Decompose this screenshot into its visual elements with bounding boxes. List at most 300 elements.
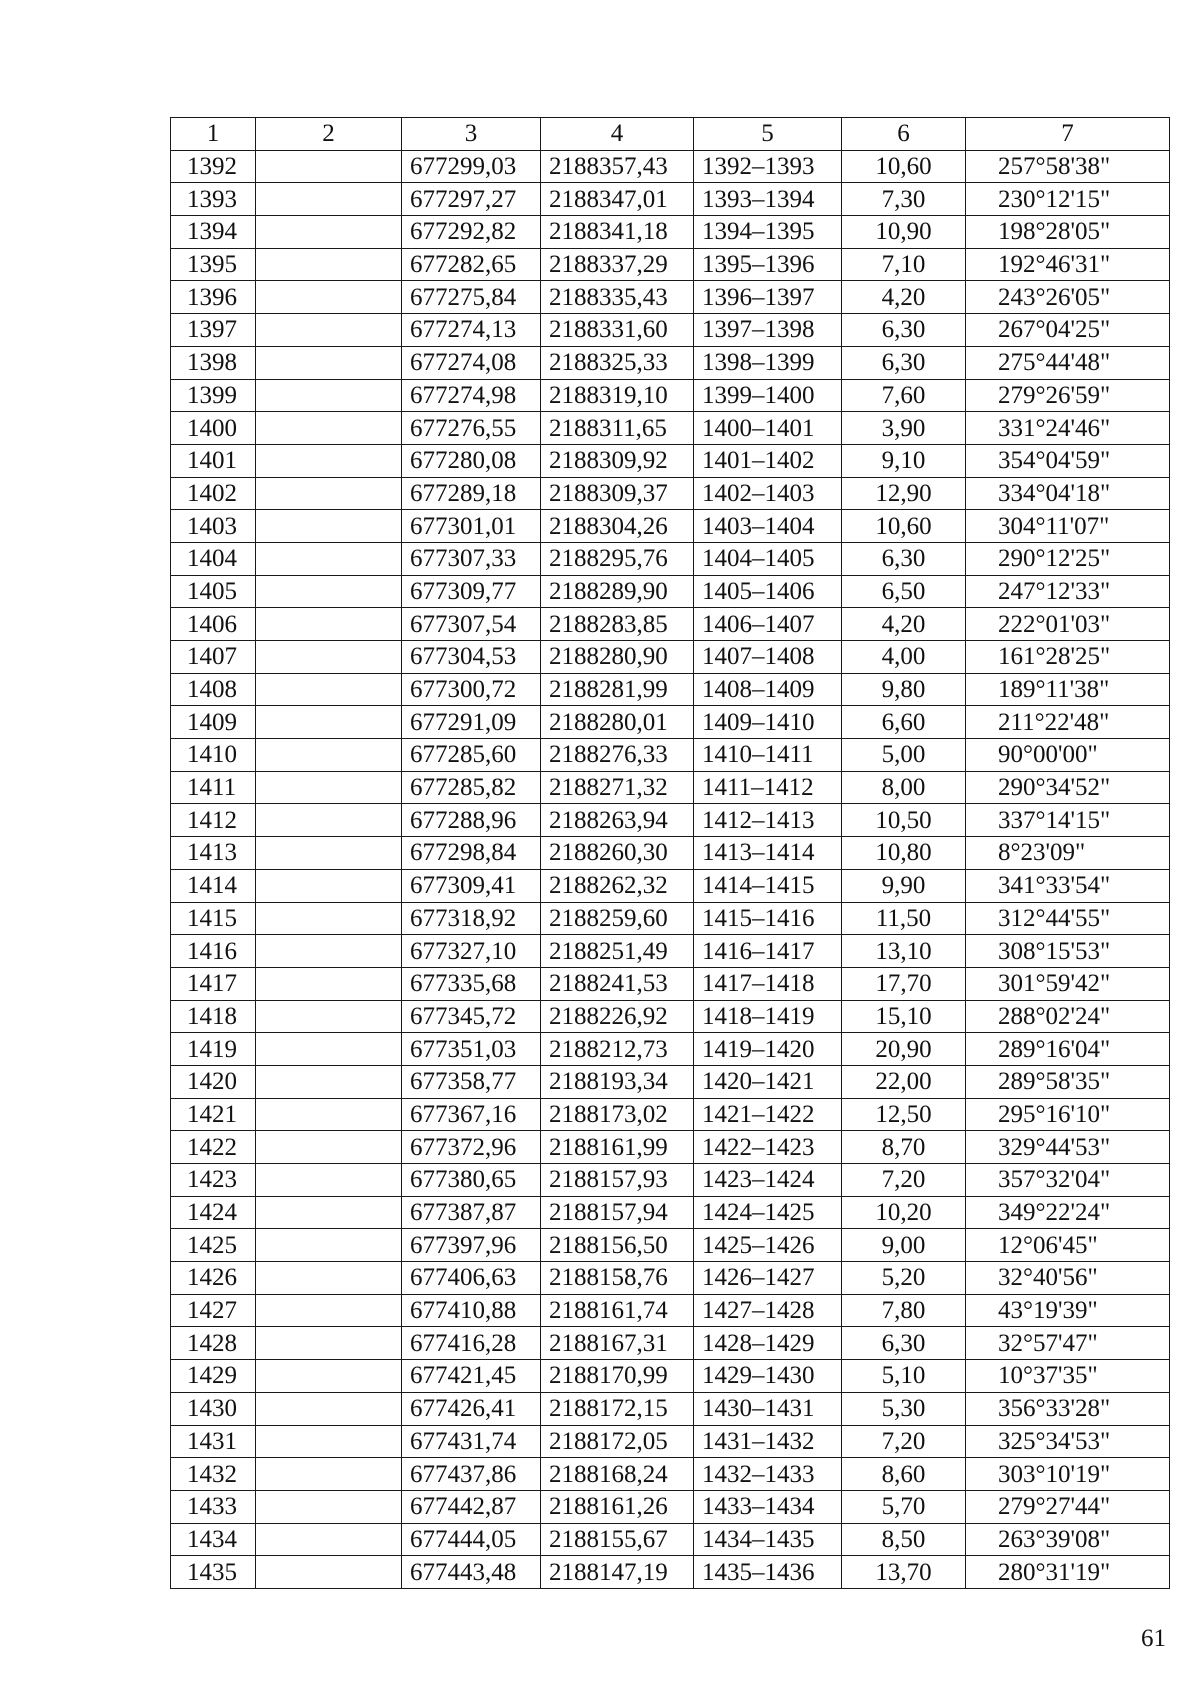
col-2-cell [256,379,402,412]
bearing-cell: 230°12'15" [966,183,1170,216]
table-row [171,281,1170,314]
y-coordinate-cell: 2188260,30 [541,837,694,870]
distance-cell: 8,70 [842,1131,966,1164]
distance-cell: 4,00 [842,641,966,674]
y-coordinate-cell: 2188276,33 [541,739,694,772]
table-row [171,1294,1170,1327]
table-row [171,902,1170,935]
bearing-cell: 334°04'18" [966,477,1170,510]
table-row [171,150,1170,183]
bearing-cell: 279°26'59" [966,379,1170,412]
distance-cell: 6,30 [842,1327,966,1360]
bearing-cell: 357°32'04" [966,1164,1170,1197]
bearing-cell: 354°04'59" [966,444,1170,477]
bearing-cell: 289°16'04" [966,1033,1170,1066]
col-2-cell [256,739,402,772]
distance-cell: 5,70 [842,1490,966,1523]
bearing-cell: 280°31'19" [966,1556,1170,1589]
bearing-cell: 10°37'35" [966,1360,1170,1393]
segment-cell: 1433–1434 [694,1490,842,1523]
segment-cell: 1396–1397 [694,281,842,314]
x-coordinate-cell: 677426,41 [402,1392,541,1425]
x-coordinate-cell: 677291,09 [402,706,541,739]
table-row [171,1458,1170,1491]
col-2-cell [256,1294,402,1327]
x-coordinate-cell: 677285,82 [402,771,541,804]
x-coordinate-cell: 677298,84 [402,837,541,870]
y-coordinate-cell: 2188172,15 [541,1392,694,1425]
col-2-cell [256,477,402,510]
segment-cell: 1414–1415 [694,869,842,902]
table-row [171,1033,1170,1066]
distance-cell: 6,30 [842,346,966,379]
col-2-cell [256,314,402,347]
x-coordinate-cell: 677292,82 [402,216,541,249]
segment-cell: 1423–1424 [694,1164,842,1197]
distance-cell: 9,10 [842,444,966,477]
point-number-cell: 1413 [171,837,256,870]
x-coordinate-cell: 677335,68 [402,967,541,1000]
x-coordinate-cell: 677289,18 [402,477,541,510]
col-2-cell [256,1131,402,1164]
segment-cell: 1435–1436 [694,1556,842,1589]
x-coordinate-cell: 677309,41 [402,869,541,902]
y-coordinate-cell: 2188283,85 [541,608,694,641]
point-number-cell: 1402 [171,477,256,510]
col-2-cell [256,902,402,935]
table-row [171,1098,1170,1131]
distance-cell: 6,30 [842,314,966,347]
point-number-cell: 1431 [171,1425,256,1458]
table-row [171,1164,1170,1197]
x-coordinate-cell: 677275,84 [402,281,541,314]
bearing-cell: 12°06'45" [966,1229,1170,1262]
y-coordinate-cell: 2188281,99 [541,673,694,706]
point-number-cell: 1430 [171,1392,256,1425]
bearing-cell: 189°11'38" [966,673,1170,706]
distance-cell: 11,50 [842,902,966,935]
bearing-cell: 329°44'53" [966,1131,1170,1164]
x-coordinate-cell: 677301,01 [402,510,541,543]
point-number-cell: 1417 [171,967,256,1000]
bearing-cell: 263°39'08" [966,1523,1170,1556]
segment-cell: 1425–1426 [694,1229,842,1262]
x-coordinate-cell: 677307,54 [402,608,541,641]
x-coordinate-cell: 677307,33 [402,542,541,575]
table-row [171,1229,1170,1262]
table-row [171,1196,1170,1229]
bearing-cell: 337°14'15" [966,804,1170,837]
col-2-cell [256,1098,402,1131]
y-coordinate-cell: 2188259,60 [541,902,694,935]
segment-cell: 1398–1399 [694,346,842,379]
x-coordinate-cell: 677318,92 [402,902,541,935]
point-number-cell: 1404 [171,542,256,575]
table-row [171,412,1170,445]
distance-cell: 8,50 [842,1523,966,1556]
y-coordinate-cell: 2188193,34 [541,1065,694,1098]
distance-cell: 5,30 [842,1392,966,1425]
distance-cell: 9,90 [842,869,966,902]
header-cell-5: 5 [694,118,842,151]
point-number-cell: 1412 [171,804,256,837]
table-row [171,1327,1170,1360]
bearing-cell: 349°22'24" [966,1196,1170,1229]
x-coordinate-cell: 677358,77 [402,1065,541,1098]
table-row [171,477,1170,510]
table-row [171,183,1170,216]
y-coordinate-cell: 2188341,18 [541,216,694,249]
point-number-cell: 1425 [171,1229,256,1262]
x-coordinate-cell: 677288,96 [402,804,541,837]
distance-cell: 5,10 [842,1360,966,1393]
bearing-cell: 304°11'07" [966,510,1170,543]
x-coordinate-cell: 677380,65 [402,1164,541,1197]
col-2-cell [256,1392,402,1425]
point-number-cell: 1422 [171,1131,256,1164]
table-row [171,1490,1170,1523]
segment-cell: 1427–1428 [694,1294,842,1327]
x-coordinate-cell: 677351,03 [402,1033,541,1066]
col-2-cell [256,412,402,445]
bearing-cell: 295°16'10" [966,1098,1170,1131]
y-coordinate-cell: 2188156,50 [541,1229,694,1262]
col-2-cell [256,216,402,249]
segment-cell: 1403–1404 [694,510,842,543]
distance-cell: 4,20 [842,281,966,314]
y-coordinate-cell: 2188161,74 [541,1294,694,1327]
col-2-cell [256,248,402,281]
segment-cell: 1428–1429 [694,1327,842,1360]
table-row [171,641,1170,674]
distance-cell: 6,30 [842,542,966,575]
bearing-cell: 8°23'09" [966,837,1170,870]
table-row [171,608,1170,641]
point-number-cell: 1434 [171,1523,256,1556]
bearing-cell: 247°12'33" [966,575,1170,608]
header-cell-3: 3 [402,118,541,151]
point-number-cell: 1421 [171,1098,256,1131]
y-coordinate-cell: 2188147,19 [541,1556,694,1589]
point-number-cell: 1403 [171,510,256,543]
point-number-cell: 1401 [171,444,256,477]
y-coordinate-cell: 2188295,76 [541,542,694,575]
distance-cell: 9,80 [842,673,966,706]
distance-cell: 7,30 [842,183,966,216]
segment-cell: 1410–1411 [694,739,842,772]
y-coordinate-cell: 2188304,26 [541,510,694,543]
point-number-cell: 1397 [171,314,256,347]
y-coordinate-cell: 2188241,53 [541,967,694,1000]
segment-cell: 1421–1422 [694,1098,842,1131]
x-coordinate-cell: 677285,60 [402,739,541,772]
y-coordinate-cell: 2188168,24 [541,1458,694,1491]
y-coordinate-cell: 2188167,31 [541,1327,694,1360]
point-number-cell: 1426 [171,1262,256,1295]
point-number-cell: 1416 [171,935,256,968]
col-2-cell [256,510,402,543]
point-number-cell: 1411 [171,771,256,804]
y-coordinate-cell: 2188319,10 [541,379,694,412]
col-2-cell [256,1556,402,1589]
x-coordinate-cell: 677437,86 [402,1458,541,1491]
x-coordinate-cell: 677300,72 [402,673,541,706]
bearing-cell: 290°34'52" [966,771,1170,804]
bearing-cell: 32°40'56" [966,1262,1170,1295]
point-number-cell: 1419 [171,1033,256,1066]
header-cell-6: 6 [842,118,966,151]
point-number-cell: 1399 [171,379,256,412]
y-coordinate-cell: 2188212,73 [541,1033,694,1066]
segment-cell: 1434–1435 [694,1523,842,1556]
col-2-cell [256,1458,402,1491]
col-2-cell [256,837,402,870]
y-coordinate-cell: 2188251,49 [541,935,694,968]
bearing-cell: 275°44'48" [966,346,1170,379]
header-cell-2: 2 [256,118,402,151]
bearing-cell: 288°02'24" [966,1000,1170,1033]
table-row [171,935,1170,968]
y-coordinate-cell: 2188335,43 [541,281,694,314]
table-row [171,673,1170,706]
x-coordinate-cell: 677367,16 [402,1098,541,1131]
distance-cell: 13,70 [842,1556,966,1589]
bearing-cell: 211°22'48" [966,706,1170,739]
y-coordinate-cell: 2188157,93 [541,1164,694,1197]
y-coordinate-cell: 2188170,99 [541,1360,694,1393]
col-2-cell [256,1229,402,1262]
segment-cell: 1393–1394 [694,183,842,216]
segment-cell: 1430–1431 [694,1392,842,1425]
col-2-cell [256,1425,402,1458]
col-2-cell [256,1523,402,1556]
segment-cell: 1413–1414 [694,837,842,870]
table-row [171,1425,1170,1458]
distance-cell: 10,50 [842,804,966,837]
header-cell-7: 7 [966,118,1170,151]
table-row [171,1065,1170,1098]
segment-cell: 1395–1396 [694,248,842,281]
y-coordinate-cell: 2188161,26 [541,1490,694,1523]
col-2-cell [256,1490,402,1523]
col-2-cell [256,869,402,902]
point-number-cell: 1408 [171,673,256,706]
bearing-cell: 301°59'42" [966,967,1170,1000]
table-row [171,542,1170,575]
y-coordinate-cell: 2188172,05 [541,1425,694,1458]
y-coordinate-cell: 2188226,92 [541,1000,694,1033]
distance-cell: 5,00 [842,739,966,772]
segment-cell: 1407–1408 [694,641,842,674]
distance-cell: 7,10 [842,248,966,281]
x-coordinate-cell: 677442,87 [402,1490,541,1523]
col-2-cell [256,1196,402,1229]
table-row [171,314,1170,347]
col-2-cell [256,281,402,314]
bearing-cell: 290°12'25" [966,542,1170,575]
bearing-cell: 161°28'25" [966,641,1170,674]
x-coordinate-cell: 677345,72 [402,1000,541,1033]
point-number-cell: 1405 [171,575,256,608]
x-coordinate-cell: 677297,27 [402,183,541,216]
point-number-cell: 1423 [171,1164,256,1197]
segment-cell: 1411–1412 [694,771,842,804]
col-2-cell [256,1262,402,1295]
point-number-cell: 1420 [171,1065,256,1098]
bearing-cell: 257°58'38" [966,150,1170,183]
segment-cell: 1397–1398 [694,314,842,347]
table-row [171,1000,1170,1033]
col-2-cell [256,641,402,674]
y-coordinate-cell: 2188262,32 [541,869,694,902]
segment-cell: 1417–1418 [694,967,842,1000]
point-number-cell: 1433 [171,1490,256,1523]
distance-cell: 17,70 [842,967,966,1000]
bearing-cell: 43°19'39" [966,1294,1170,1327]
col-2-cell [256,1033,402,1066]
table-row [171,837,1170,870]
x-coordinate-cell: 677327,10 [402,935,541,968]
point-number-cell: 1424 [171,1196,256,1229]
x-coordinate-cell: 677410,88 [402,1294,541,1327]
col-2-cell [256,706,402,739]
point-number-cell: 1396 [171,281,256,314]
y-coordinate-cell: 2188173,02 [541,1098,694,1131]
distance-cell: 10,60 [842,510,966,543]
y-coordinate-cell: 2188325,33 [541,346,694,379]
table-row [171,804,1170,837]
x-coordinate-cell: 677387,87 [402,1196,541,1229]
col-2-cell [256,1360,402,1393]
distance-cell: 10,20 [842,1196,966,1229]
y-coordinate-cell: 2188280,01 [541,706,694,739]
point-number-cell: 1406 [171,608,256,641]
bearing-cell: 289°58'35" [966,1065,1170,1098]
bearing-cell: 267°04'25" [966,314,1170,347]
bearing-cell: 308°15'53" [966,935,1170,968]
segment-cell: 1392–1393 [694,150,842,183]
point-number-cell: 1410 [171,739,256,772]
x-coordinate-cell: 677280,08 [402,444,541,477]
y-coordinate-cell: 2188263,94 [541,804,694,837]
y-coordinate-cell: 2188158,76 [541,1262,694,1295]
col-2-cell [256,804,402,837]
bearing-cell: 312°44'55" [966,902,1170,935]
distance-cell: 6,50 [842,575,966,608]
point-number-cell: 1428 [171,1327,256,1360]
bearing-cell: 198°28'05" [966,216,1170,249]
segment-cell: 1431–1432 [694,1425,842,1458]
col-2-cell [256,935,402,968]
x-coordinate-cell: 677372,96 [402,1131,541,1164]
distance-cell: 10,90 [842,216,966,249]
bearing-cell: 32°57'47" [966,1327,1170,1360]
col-2-cell [256,967,402,1000]
point-number-cell: 1432 [171,1458,256,1491]
y-coordinate-cell: 2188331,60 [541,314,694,347]
col-2-cell [256,150,402,183]
distance-cell: 15,10 [842,1000,966,1033]
x-coordinate-cell: 677444,05 [402,1523,541,1556]
segment-cell: 1406–1407 [694,608,842,641]
col-2-cell [256,1327,402,1360]
col-2-cell [256,608,402,641]
table-row [171,771,1170,804]
distance-cell: 7,80 [842,1294,966,1327]
distance-cell: 8,60 [842,1458,966,1491]
bearing-cell: 325°34'53" [966,1425,1170,1458]
distance-cell: 10,60 [842,150,966,183]
segment-cell: 1405–1406 [694,575,842,608]
y-coordinate-cell: 2188161,99 [541,1131,694,1164]
x-coordinate-cell: 677276,55 [402,412,541,445]
y-coordinate-cell: 2188309,37 [541,477,694,510]
table-row [171,1392,1170,1425]
x-coordinate-cell: 677274,13 [402,314,541,347]
table-row [171,575,1170,608]
distance-cell: 5,20 [842,1262,966,1295]
x-coordinate-cell: 677299,03 [402,150,541,183]
x-coordinate-cell: 677416,28 [402,1327,541,1360]
bearing-cell: 341°33'54" [966,869,1170,902]
col-2-cell [256,444,402,477]
col-2-cell [256,1065,402,1098]
bearing-cell: 279°27'44" [966,1490,1170,1523]
table-row [171,346,1170,379]
x-coordinate-cell: 677304,53 [402,641,541,674]
table-row [171,248,1170,281]
segment-cell: 1416–1417 [694,935,842,968]
distance-cell: 12,50 [842,1098,966,1131]
segment-cell: 1412–1413 [694,804,842,837]
point-number-cell: 1394 [171,216,256,249]
table-header-row [171,118,1170,151]
distance-cell: 8,00 [842,771,966,804]
distance-cell: 7,20 [842,1425,966,1458]
table-row [171,1523,1170,1556]
table-row [171,1556,1170,1589]
segment-cell: 1418–1419 [694,1000,842,1033]
point-number-cell: 1400 [171,412,256,445]
bearing-cell: 90°00'00" [966,739,1170,772]
distance-cell: 3,90 [842,412,966,445]
segment-cell: 1422–1423 [694,1131,842,1164]
x-coordinate-cell: 677443,48 [402,1556,541,1589]
distance-cell: 7,20 [842,1164,966,1197]
table-row [171,739,1170,772]
point-number-cell: 1418 [171,1000,256,1033]
point-number-cell: 1409 [171,706,256,739]
segment-cell: 1415–1416 [694,902,842,935]
segment-cell: 1432–1433 [694,1458,842,1491]
y-coordinate-cell: 2188309,92 [541,444,694,477]
table-row [171,510,1170,543]
distance-cell: 6,60 [842,706,966,739]
segment-cell: 1402–1403 [694,477,842,510]
segment-cell: 1399–1400 [694,379,842,412]
x-coordinate-cell: 677406,63 [402,1262,541,1295]
distance-cell: 22,00 [842,1065,966,1098]
table-row [171,444,1170,477]
col-2-cell [256,771,402,804]
segment-cell: 1404–1405 [694,542,842,575]
segment-cell: 1401–1402 [694,444,842,477]
table-row [171,869,1170,902]
distance-cell: 4,20 [842,608,966,641]
col-2-cell [256,575,402,608]
point-number-cell: 1415 [171,902,256,935]
y-coordinate-cell: 2188271,32 [541,771,694,804]
